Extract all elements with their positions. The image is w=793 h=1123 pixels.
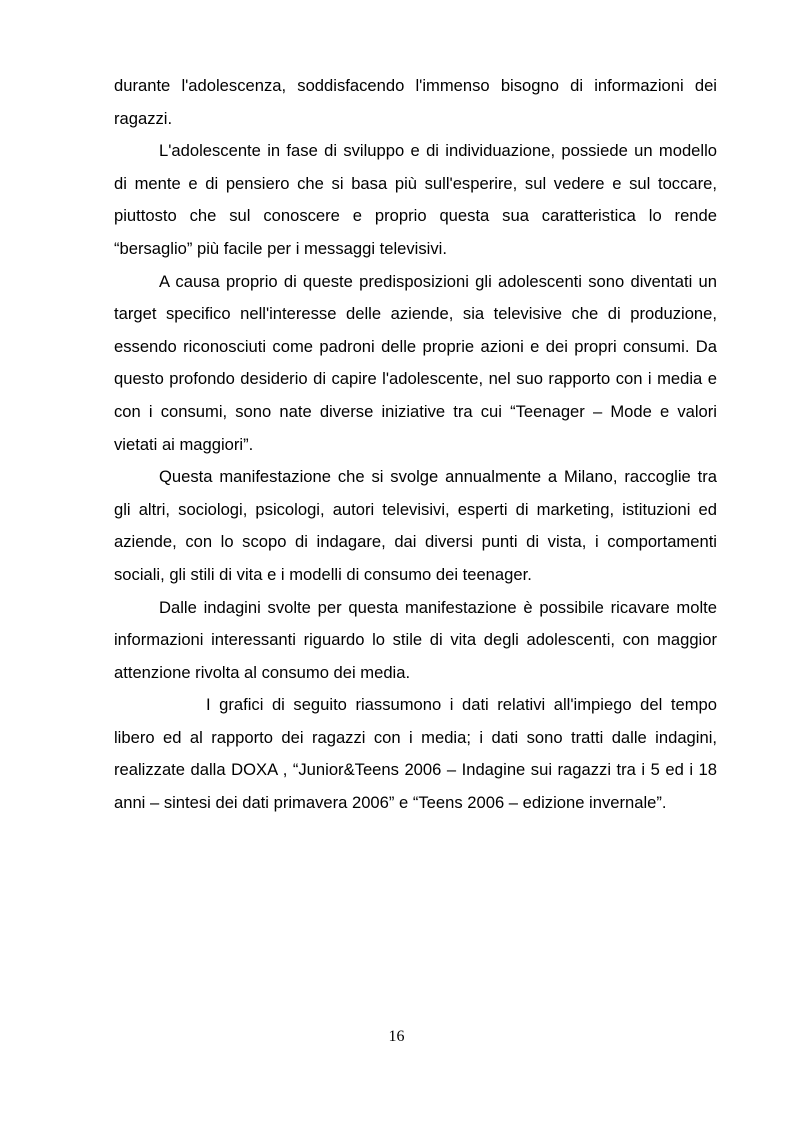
page-number: 16 (388, 1028, 405, 1045)
paragraph-6: I grafici di seguito riassumono i dati relativi all'impiego del tempo libero ed al rapporto dei ragazzi con i media; i dati sono tratti dalle indagini, realizzate dalla DOXA , “Junior&Teens 2006 – Indagine sui ragazzi tra i 5 ed i 18 anni – sintesi dei dati primavera 2006” e “Teens 2006 – edizione invernale”. (114, 695, 717, 813)
paragraph-2: L'adolescente in fase di sviluppo e di individuazione, possiede un modello di mente e di pensiero che si basa più sull'esperire, sul vedere e sul toccare, piuttosto che sul conoscere e proprio questa sua caratteristica lo rende “bersaglio” più facile per i messaggi televisivi. (114, 141, 717, 258)
paragraph-3: A causa proprio di queste predisposizioni gli adolescenti sono diventati un target specifico nell'interesse delle aziende, sia televisive che di produzione, essendo riconosciuti come padroni delle proprie azioni e dei propri consumi. Da questo profondo desiderio di capire l'adolescente, nel suo rapporto con i media e con i consumi, sono nate diverse iniziative tra cui “Teenager – Mode e valori vietati ai maggiori”. (114, 271, 717, 454)
paragraph-1: durante l'adolescenza, soddisfacendo l'immenso bisogno di informazioni dei ragazzi. (114, 76, 717, 128)
body-text (114, 70, 717, 820)
paragraph-4: Questa manifestazione che si svolge annualmente a Milano, raccoglie tra gli altri, sociologi, psicologi, autori televisivi, esperti di marketing, istituzioni ed aziende, con lo scopo di indagare, dai diversi punti di vista, i comportamenti sociali, gli stili di vita e i modelli di consumo dei teenager. (114, 467, 717, 584)
paragraph-5: Dalle indagini svolte per questa manifestazione è possibile ricavare molte informazioni interessanti riguardo lo stile di vita degli adolescenti, con maggior attenzione rivolta al consumo dei media. (114, 597, 717, 682)
